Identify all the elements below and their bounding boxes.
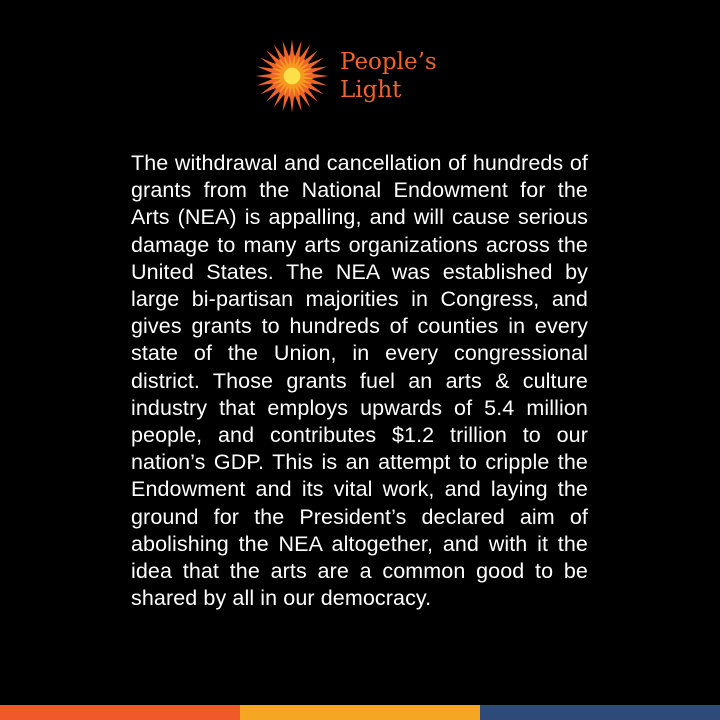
sunburst-icon (254, 38, 330, 114)
footer-segment-amber (240, 705, 480, 720)
logo-line-1: People’s (340, 49, 437, 75)
logo-line-2: Light (340, 77, 402, 103)
statement-text: The withdrawal and cancellation of hundreds of grants from the National Endowment for the Arts (NEA) is appalling, and will cause serious damage to many arts organizations across the United States. The NEA was established by large bi-partisan majorities in Congress, and gives grants to hundreds of counties in every state of the Union, in every congressional district. Those grants fuel an arts & culture industry that employs upwards of 5.4 million people, and contributes $1.2 trillion to our nation’s GDP. This is an attempt to cripple the Endowment and its vital work, and laying the ground for the President’s declared aim of abolishing the NEA altogether, and with it the idea that the arts are a common good to be shared by all in our democracy. (131, 151, 588, 611)
footer-color-bar (0, 705, 720, 720)
peoples-light-logo (254, 38, 437, 114)
footer-segment-navy (480, 705, 720, 720)
sunburst-center (284, 68, 301, 85)
logo-wordmark (340, 48, 437, 104)
footer-segment-orange (0, 705, 240, 720)
